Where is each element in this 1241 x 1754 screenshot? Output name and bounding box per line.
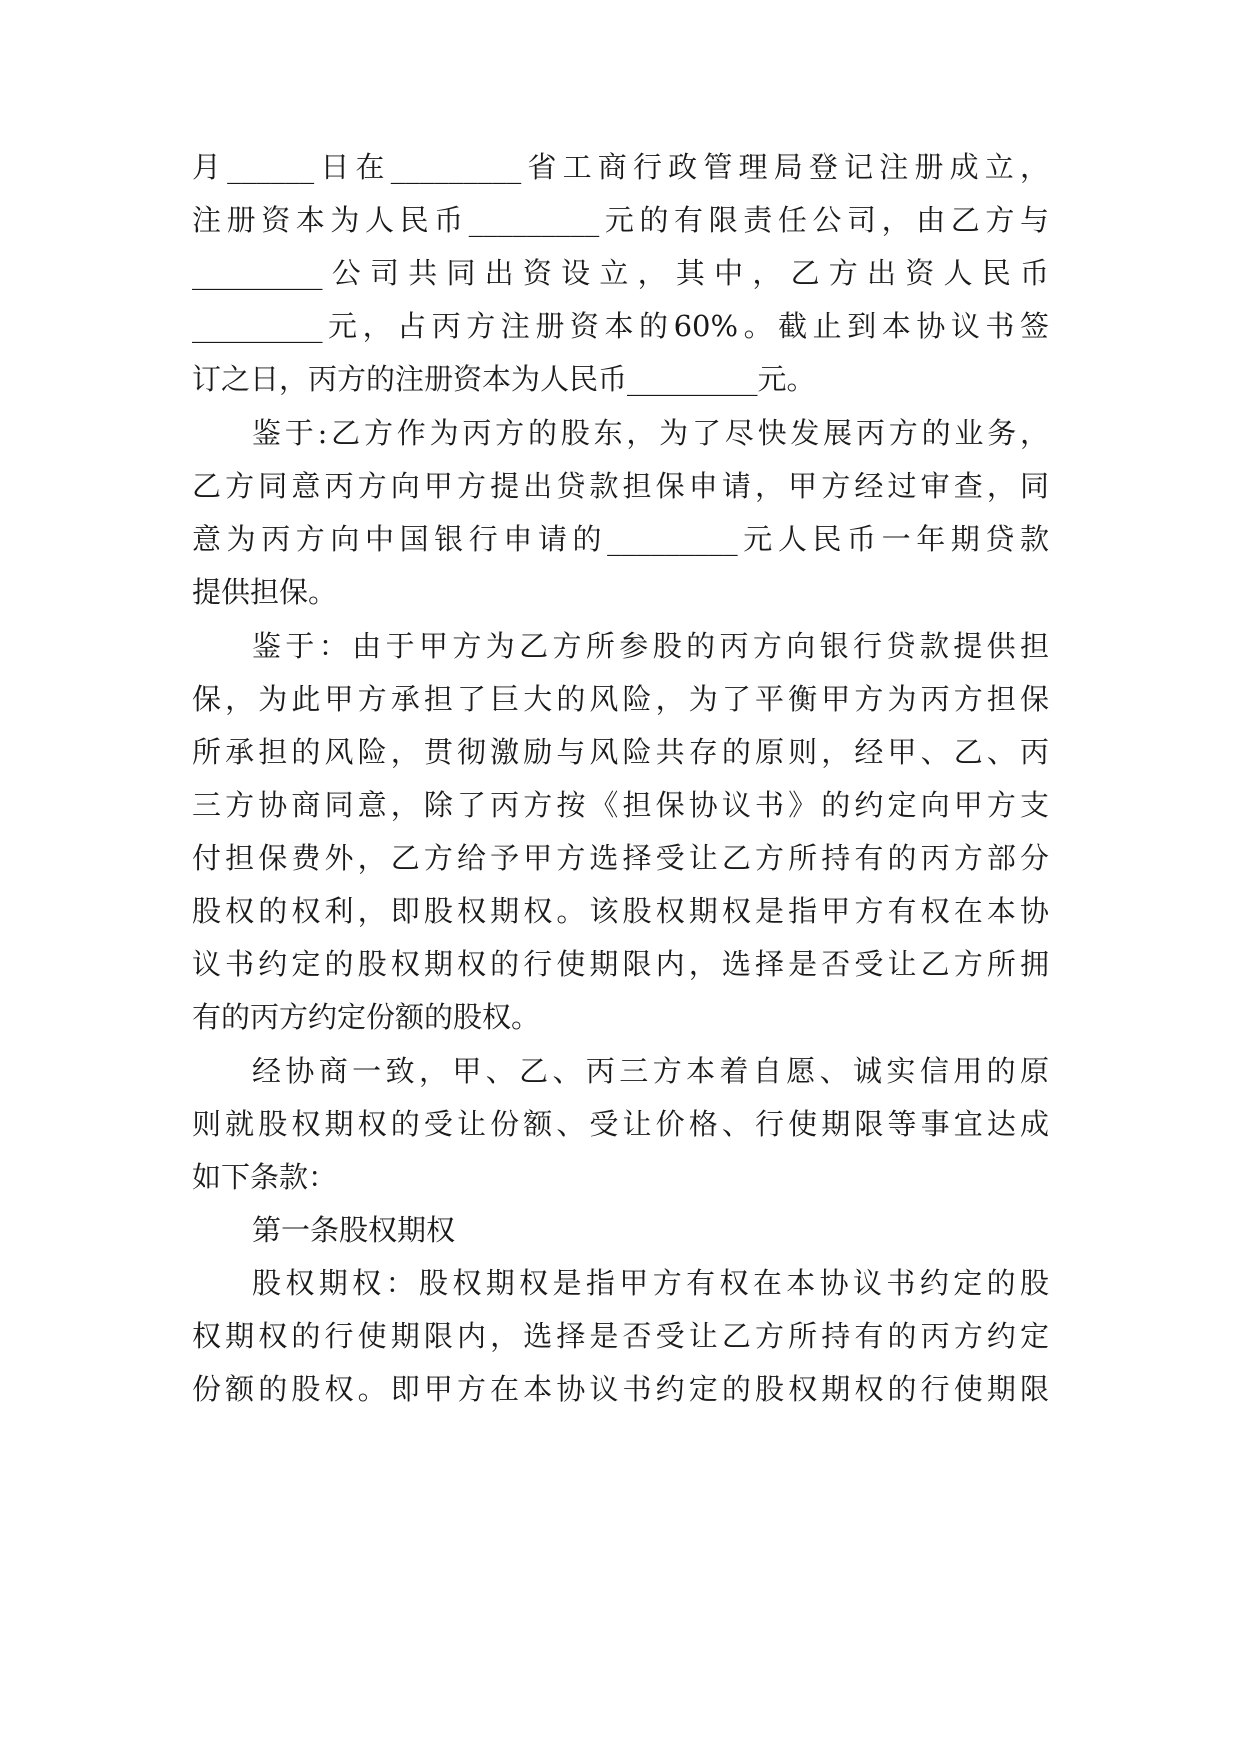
text-line: 经协商一致，甲、乙、丙三方本着自愿、诚实信用的原 <box>252 1054 1049 1088</box>
text-line: 月______日在_________省工商行政管理局登记注册成立， <box>192 150 1049 184</box>
text-line: 股权期权：股权期权是指甲方有权在本协议书约定的股 <box>252 1266 1049 1300</box>
text-line: 份额的股权。即甲方在本协议书约定的股权期权的行使期限 <box>192 1372 1049 1406</box>
text-line: _________公司共同出资设立，其中，乙方出资人民币 <box>192 256 1049 290</box>
text-line: 保，为此甲方承担了巨大的风险，为了平衡甲方为丙方担保 <box>192 682 1049 716</box>
text-line: _________元，占丙方注册资本的60%。截止到本协议书签 <box>192 309 1049 343</box>
text-line: 有的丙方约定份额的股权。 <box>192 1000 541 1034</box>
text-line: 股权的权利，即股权期权。该股权期权是指甲方有权在本协 <box>192 894 1049 928</box>
text-line: 乙方同意丙方向甲方提出贷款担保申请，甲方经过审查，同 <box>192 469 1049 503</box>
text-line: 议书约定的股权期权的行使期限内，选择是否受让乙方所拥 <box>192 947 1049 981</box>
text-line: 订之日，丙方的注册资本为人民币_________元。 <box>192 362 816 396</box>
text-line: 鉴于:乙方作为丙方的股东，为了尽快发展丙方的业务， <box>252 416 1049 450</box>
text-line: 注册资本为人民币_________元的有限责任公司，由乙方与 <box>192 203 1049 237</box>
text-line: 权期权的行使期限内，选择是否受让乙方所持有的丙方约定 <box>192 1319 1049 1353</box>
text-line: 付担保费外，乙方给予甲方选择受让乙方所持有的丙方部分 <box>192 841 1049 875</box>
text-line: 则就股权期权的受让份额、受让价格、行使期限等事宜达成 <box>192 1107 1049 1141</box>
text-line: 提供担保。 <box>192 575 338 609</box>
text-line: 三方协商同意，除了丙方按《担保协议书》的约定向甲方支 <box>192 788 1049 822</box>
text-line: 鉴于：由于甲方为乙方所参股的丙方向银行贷款提供担 <box>252 629 1049 663</box>
section-heading: 第一条股权期权 <box>252 1213 456 1247</box>
text-line: 如下条款： <box>192 1160 338 1194</box>
text-line: 所承担的风险，贯彻激励与风险共存的原则，经甲、乙、丙 <box>192 735 1049 769</box>
text-line: 意为丙方向中国银行申请的_________元人民币一年期贷款 <box>192 522 1049 556</box>
